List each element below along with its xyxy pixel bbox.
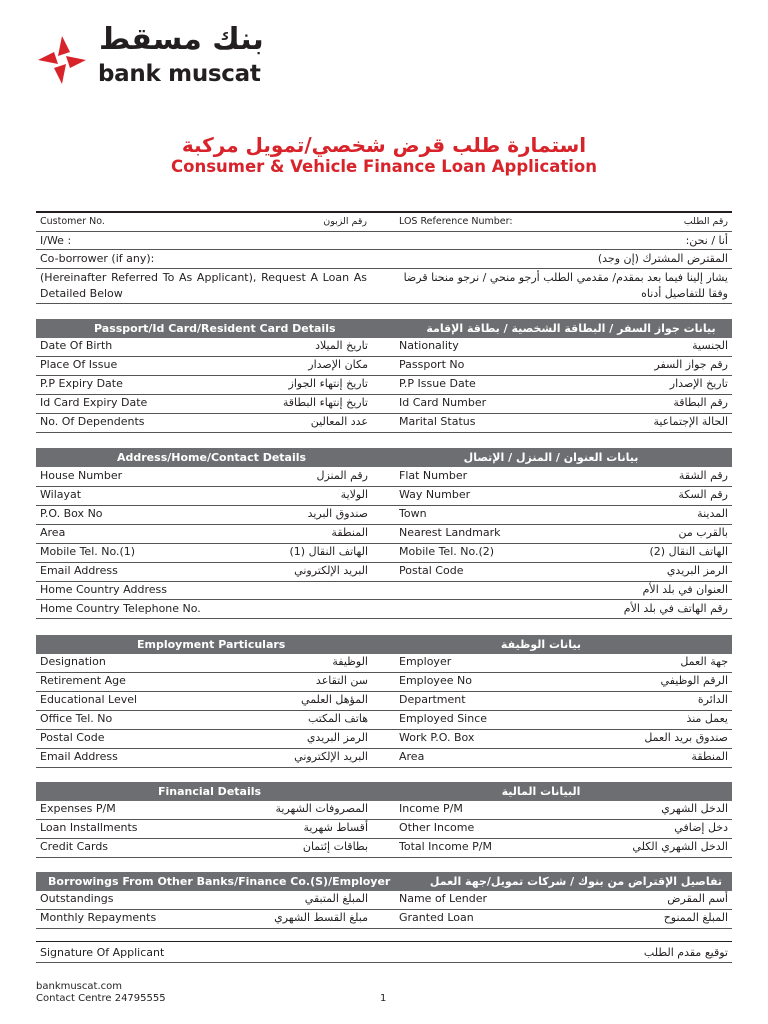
employment-section-header xyxy=(36,635,732,654)
borrowings-field-label-ar: مبلغ القسط الشهري xyxy=(274,911,368,924)
address-field-label: Way Number xyxy=(399,488,471,501)
address-field-label-ar: رقم السكة xyxy=(678,488,728,501)
address-field-label: P.O. Box No xyxy=(40,507,103,520)
home-country-phone-field[interactable] xyxy=(36,618,732,619)
logo-text-arabic: بنك مسقط xyxy=(99,22,264,57)
address-field-label-ar: بالقرب من xyxy=(678,526,728,539)
financial-field-label-ar: دخل إضافي xyxy=(674,821,728,834)
passport-field-label: No. Of Dependents xyxy=(40,415,145,428)
employment-field-label: Office Tel. No xyxy=(40,712,113,725)
passport-field-label: P.P Issue Date xyxy=(399,377,476,390)
address-field-label-ar: رقم المنزل xyxy=(316,469,368,482)
address-field-label: Email Address xyxy=(40,564,118,577)
passport-field-label-ar: رقم البطاقة xyxy=(673,396,728,409)
borrowings-field-label-ar: أسم المقرض xyxy=(667,892,728,905)
employment-field-label-ar: المؤهل العلمي xyxy=(301,693,368,706)
home-country-address-label: Home Country Address xyxy=(40,583,167,596)
borrowings-field-label-ar: المبلغ المتبقي xyxy=(304,892,368,905)
address-header-ar: بيانات العنوان / المنزل / الإتصال xyxy=(463,451,639,464)
passport-field-label: Nationality xyxy=(399,339,459,352)
employment-field-label: Email Address xyxy=(40,750,118,763)
borrowings-field-input[interactable] xyxy=(36,928,732,929)
passport-field-label-ar: عدد المعالين xyxy=(310,415,368,428)
financial-header-en: Financial Details xyxy=(158,785,262,798)
address-field-label: Wilayat xyxy=(40,488,82,501)
footer-contact: Contact Centre 24795555 xyxy=(36,993,166,1004)
employment-field-label-ar: يعمل منذ xyxy=(686,712,728,725)
employment-field-input[interactable] xyxy=(36,729,732,730)
applicant-statement: (Hereinafter Referred To As Applicant), Request A Loan As Detailed Below xyxy=(40,271,367,300)
bank-muscat-logo-icon xyxy=(36,34,88,86)
home-country-address-field[interactable] xyxy=(36,599,732,600)
employment-field-label: Department xyxy=(399,693,466,706)
statement-rule xyxy=(36,303,732,304)
employment-field-label-ar: الرمز البريدي xyxy=(306,731,368,744)
borrowings-field-label: Monthly Repayments xyxy=(40,911,157,924)
employment-field-label: Area xyxy=(399,750,425,763)
employment-field-label: Retirement Age xyxy=(40,674,126,687)
address-field-label: Postal Code xyxy=(399,564,464,577)
form-title-arabic: استمارة طلب قرض شخصي/تمويل مركبة xyxy=(181,133,587,157)
employment-field-label-ar: صندوق بريد العمل xyxy=(644,731,728,744)
employment-field-label-ar: الدائرة xyxy=(697,693,728,706)
passport-field-input[interactable] xyxy=(36,432,732,433)
customer-no-field[interactable] xyxy=(36,231,732,232)
borrowings-field-input[interactable] xyxy=(36,909,732,910)
financial-field-label-ar: المصروفات الشهرية xyxy=(275,802,368,815)
financial-field-label: Loan Installments xyxy=(40,821,138,834)
address-header-en: Address/Home/Contact Details xyxy=(117,451,307,464)
coborrower-label: Co-borrower (if any): xyxy=(40,252,155,265)
employment-field-label-ar: الوظيفة xyxy=(332,655,368,668)
address-field-label-ar: الهاتف النقال (2) xyxy=(649,545,728,558)
financial-field-label: Total Income P/M xyxy=(399,840,492,853)
passport-header-ar: بيانات جواز السفر / البطاقة الشخصية / بطاقة الإقامة xyxy=(426,322,716,335)
address-section-header xyxy=(36,448,732,467)
address-field-label-ar: الرمز البريدي xyxy=(666,564,728,577)
passport-field-label: Id Card Number xyxy=(399,396,487,409)
passport-field-label-ar: رقم جواز السفر xyxy=(654,358,728,371)
borrowings-field-label: Granted Loan xyxy=(399,911,474,924)
financial-field-label-ar: الدخل الشهري xyxy=(661,802,728,815)
address-field-label: Mobile Tel. No.(1) xyxy=(40,545,136,558)
address-field-label-ar: البريد الإلكتروني xyxy=(294,564,368,577)
los-reference-label-ar: رقم الطلب xyxy=(683,216,728,227)
employment-field-label: Work P.O. Box xyxy=(399,731,475,744)
employment-field-label: Designation xyxy=(40,655,106,668)
iwe-field[interactable] xyxy=(36,249,732,250)
passport-field-label-ar: تاريخ إنتهاء الجواز xyxy=(288,377,368,390)
financial-field-label-ar: بطاقات إئتمان xyxy=(302,840,368,853)
employment-field-label-ar: البريد الإلكتروني xyxy=(294,750,368,763)
iwe-label: I/We : xyxy=(40,234,72,247)
borrowings-section-header xyxy=(36,872,732,891)
financial-field-label: Other Income xyxy=(399,821,475,834)
passport-field-input[interactable] xyxy=(36,356,732,357)
financial-field-input[interactable] xyxy=(36,819,732,820)
address-field-label: House Number xyxy=(40,469,123,482)
top-rule xyxy=(36,211,732,213)
page-number: 1 xyxy=(380,993,387,1004)
passport-field-input[interactable] xyxy=(36,394,732,395)
borrowings-header-en: Borrowings From Other Banks/Finance Co.(S)/Employer xyxy=(48,875,391,888)
customer-no-label: Customer No. xyxy=(40,216,105,227)
address-field-label-ar: الهاتف النقال (1) xyxy=(289,545,368,558)
employment-field-label: Educational Level xyxy=(40,693,138,706)
employment-field-label-ar: جهة العمل xyxy=(680,655,728,668)
financial-header-ar: البيانات المالية xyxy=(501,785,581,798)
passport-field-label: Marital Status xyxy=(399,415,476,428)
form-title-english: Consumer & Vehicle Finance Loan Application xyxy=(171,157,597,176)
los-reference-label: LOS Reference Number: xyxy=(399,216,513,227)
passport-field-label: Id Card Expiry Date xyxy=(40,396,148,409)
financial-field-label: Income P/M xyxy=(399,802,463,815)
employment-field-label-ar: هاتف المكتب xyxy=(307,712,368,725)
financial-section-header xyxy=(36,782,732,801)
address-field-label-ar: المنطقة xyxy=(331,526,368,539)
employment-field-label: Employee No xyxy=(399,674,472,687)
financial-field-label: Credit Cards xyxy=(40,840,109,853)
employment-header-en: Employment Particulars xyxy=(137,638,286,651)
address-field-label: Mobile Tel. No.(2) xyxy=(399,545,495,558)
passport-field-input[interactable] xyxy=(36,413,732,414)
passport-field-label: Place Of Issue xyxy=(40,358,118,371)
footer-website: bankmuscat.com xyxy=(36,981,122,992)
address-field-label: Nearest Landmark xyxy=(399,526,501,539)
passport-section-header xyxy=(36,319,732,338)
signature-label: Signature Of Applicant xyxy=(40,946,165,959)
employment-field-input[interactable] xyxy=(36,672,732,673)
address-field-label: Area xyxy=(40,526,66,539)
employment-field-input[interactable] xyxy=(36,767,732,768)
address-field-input[interactable] xyxy=(36,562,732,563)
employment-field-input[interactable] xyxy=(36,710,732,711)
financial-field-input[interactable] xyxy=(36,838,732,839)
home-country-phone-label-ar: رقم الهاتف في بلد الأم xyxy=(623,602,728,615)
home-country-phone-label: Home Country Telephone No. xyxy=(40,602,201,615)
employment-field-label-ar: الرقم الوظيفي xyxy=(660,674,728,687)
address-field-label-ar: رقم الشقة xyxy=(678,469,728,482)
passport-field-label: Date Of Birth xyxy=(40,339,113,352)
iwe-label-ar: أنا / نحن: xyxy=(685,234,728,247)
address-field-input[interactable] xyxy=(36,581,732,582)
address-field-label-ar: المدينة xyxy=(697,507,728,520)
address-field-label-ar: صندوق البريد xyxy=(307,507,368,520)
employment-field-input[interactable] xyxy=(36,691,732,692)
employment-field-label: Employer xyxy=(399,655,452,668)
passport-field-label: Passport No xyxy=(399,358,465,371)
signature-field[interactable] xyxy=(36,962,732,963)
passport-header-en: Passport/Id Card/Resident Card Details xyxy=(94,322,336,335)
passport-field-label-ar: مكان الإصدار xyxy=(308,358,368,371)
passport-field-input[interactable] xyxy=(36,375,732,376)
borrowings-field-label: Name of Lender xyxy=(399,892,487,905)
coborrower-field[interactable] xyxy=(36,268,732,269)
passport-field-label-ar: الجنسية xyxy=(692,339,728,352)
applicant-statement-ar: يشار إلينا فيما بعد بمقدم/ مقدمي الطلب أرجو منحي / نرجو منحنا قرضا وفقا للتفاصيل أدناه xyxy=(403,271,728,300)
employment-field-label: Postal Code xyxy=(40,731,105,744)
signature-label-ar: توقيع مقدم الطلب xyxy=(643,946,728,959)
financial-field-label: Expenses P/M xyxy=(40,802,116,815)
address-field-label: Town xyxy=(399,507,427,520)
passport-field-label-ar: الحالة الإجتماعية xyxy=(653,415,728,428)
address-field-label: Flat Number xyxy=(399,469,468,482)
financial-field-input[interactable] xyxy=(36,857,732,858)
employment-field-label-ar: سن التقاعد xyxy=(315,674,368,687)
customer-no-label-ar: رقم الزبون xyxy=(323,216,367,227)
borrowings-header-ar: تفاصيل الإقتراض من بنوك / شركات تمويل/جهة العمل xyxy=(429,875,722,888)
financial-field-label-ar: الدخل الشهري الكلي xyxy=(632,840,728,853)
borrowings-field-label: Outstandings xyxy=(40,892,114,905)
passport-field-label-ar: تاريخ الميلاد xyxy=(315,339,368,352)
address-field-label-ar: الولاية xyxy=(340,488,368,501)
financial-field-label-ar: أقساط شهرية xyxy=(303,821,368,834)
passport-field-label-ar: تاريخ الإصدار xyxy=(669,377,728,390)
home-country-address-label-ar: العنوان في بلد الأم xyxy=(642,583,728,596)
employment-field-input[interactable] xyxy=(36,748,732,749)
employment-field-label: Employed Since xyxy=(399,712,488,725)
logo-text-english: bank muscat xyxy=(98,61,261,87)
signature-top-rule xyxy=(36,941,732,942)
employment-field-label-ar: المنطقة xyxy=(691,750,728,763)
passport-field-label-ar: تاريخ إنتهاء البطاقة xyxy=(282,396,368,409)
passport-field-label: P.P Expiry Date xyxy=(40,377,123,390)
address-field-input[interactable] xyxy=(36,543,732,544)
borrowings-field-label-ar: المبلغ الممنوح xyxy=(663,911,728,924)
address-field-input[interactable] xyxy=(36,505,732,506)
address-field-input[interactable] xyxy=(36,524,732,525)
employment-header-ar: بيانات الوظيفة xyxy=(500,638,582,651)
address-field-input[interactable] xyxy=(36,486,732,487)
coborrower-label-ar: المقترض المشترك (إن وجد) xyxy=(597,252,728,265)
